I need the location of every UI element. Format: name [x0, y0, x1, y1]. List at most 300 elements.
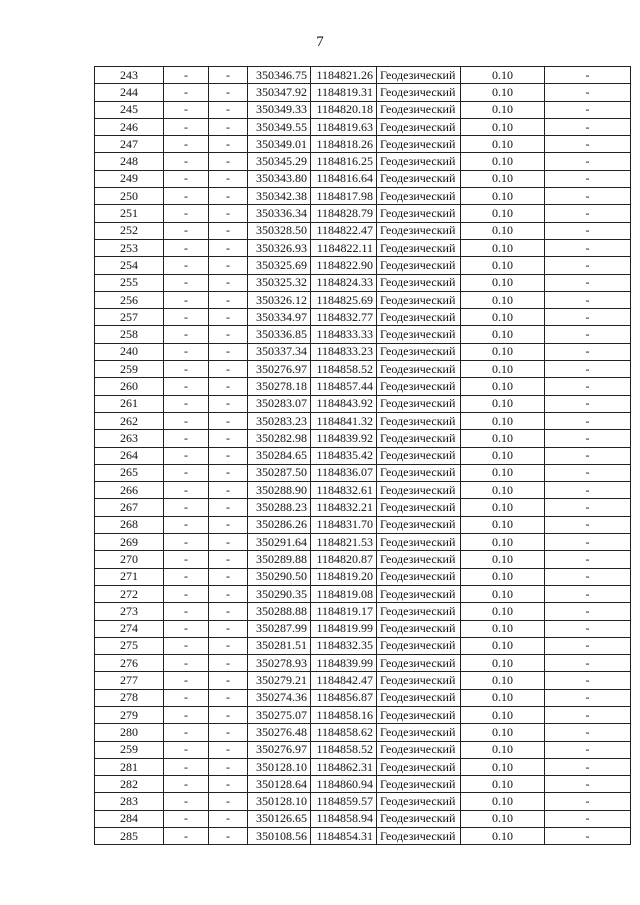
empty-x-cell: -: [164, 655, 209, 672]
table-row: [95, 810, 631, 827]
y-coordinate-cell: 1184854.31: [311, 828, 377, 845]
empty-y-cell: -: [209, 84, 248, 101]
y-coordinate-cell: 1184822.90: [311, 257, 377, 274]
empty-y-cell: -: [209, 741, 248, 758]
point-number-cell: 266: [95, 482, 164, 499]
method-cell: Геодезический: [377, 101, 461, 118]
empty-y-cell: -: [209, 447, 248, 464]
point-number-cell: 283: [95, 793, 164, 810]
point-number-cell: 240: [95, 343, 164, 360]
y-coordinate-cell: 1184821.53: [311, 534, 377, 551]
empty-y-cell: -: [209, 568, 248, 585]
accuracy-cell: 0.10: [461, 395, 545, 412]
empty-x-cell: -: [164, 568, 209, 585]
description-cell: -: [545, 205, 631, 222]
method-cell: Геодезический: [377, 603, 461, 620]
empty-x-cell: -: [164, 706, 209, 723]
accuracy-cell: 0.10: [461, 534, 545, 551]
accuracy-cell: 0.10: [461, 447, 545, 464]
accuracy-cell: 0.10: [461, 205, 545, 222]
empty-y-cell: -: [209, 793, 248, 810]
empty-y-cell: -: [209, 482, 248, 499]
method-cell: Геодезический: [377, 551, 461, 568]
empty-x-cell: -: [164, 793, 209, 810]
table-row: [95, 205, 631, 222]
empty-x-cell: -: [164, 222, 209, 239]
empty-y-cell: -: [209, 274, 248, 291]
description-cell: -: [545, 482, 631, 499]
method-cell: Геодезический: [377, 136, 461, 153]
table-row: [95, 343, 631, 360]
y-coordinate-cell: 1184836.07: [311, 464, 377, 481]
method-cell: Геодезический: [377, 343, 461, 360]
y-coordinate-cell: 1184819.17: [311, 603, 377, 620]
empty-y-cell: -: [209, 776, 248, 793]
y-coordinate-cell: 1184832.77: [311, 309, 377, 326]
accuracy-cell: 0.10: [461, 793, 545, 810]
point-number-cell: 279: [95, 706, 164, 723]
accuracy-cell: 0.10: [461, 585, 545, 602]
empty-x-cell: -: [164, 136, 209, 153]
empty-x-cell: -: [164, 361, 209, 378]
x-coordinate-cell: 350291.64: [248, 534, 311, 551]
accuracy-cell: 0.10: [461, 464, 545, 481]
y-coordinate-cell: 1184832.21: [311, 499, 377, 516]
y-coordinate-cell: 1184831.70: [311, 516, 377, 533]
y-coordinate-cell: 1184816.64: [311, 170, 377, 187]
description-cell: -: [545, 326, 631, 343]
table-row: [95, 706, 631, 723]
table-row: [95, 412, 631, 429]
empty-x-cell: -: [164, 378, 209, 395]
description-cell: -: [545, 118, 631, 135]
x-coordinate-cell: 350279.21: [248, 672, 311, 689]
x-coordinate-cell: 350276.97: [248, 361, 311, 378]
accuracy-cell: 0.10: [461, 655, 545, 672]
empty-x-cell: -: [164, 67, 209, 84]
y-coordinate-cell: 1184858.62: [311, 724, 377, 741]
method-cell: Геодезический: [377, 706, 461, 723]
empty-x-cell: -: [164, 482, 209, 499]
table-row: [95, 724, 631, 741]
x-coordinate-cell: 350128.10: [248, 758, 311, 775]
method-cell: Геодезический: [377, 534, 461, 551]
method-cell: Геодезический: [377, 309, 461, 326]
x-coordinate-cell: 350290.50: [248, 568, 311, 585]
empty-y-cell: -: [209, 516, 248, 533]
table-row: [95, 568, 631, 585]
description-cell: -: [545, 222, 631, 239]
y-coordinate-cell: 1184858.94: [311, 810, 377, 827]
y-coordinate-cell: 1184858.16: [311, 706, 377, 723]
point-number-cell: 273: [95, 603, 164, 620]
point-number-cell: 254: [95, 257, 164, 274]
point-number-cell: 272: [95, 585, 164, 602]
method-cell: Геодезический: [377, 430, 461, 447]
point-number-cell: 259: [95, 361, 164, 378]
point-number-cell: 262: [95, 412, 164, 429]
point-number-cell: 278: [95, 689, 164, 706]
point-number-cell: 267: [95, 499, 164, 516]
y-coordinate-cell: 1184839.92: [311, 430, 377, 447]
empty-y-cell: -: [209, 637, 248, 654]
description-cell: -: [545, 810, 631, 827]
y-coordinate-cell: 1184817.98: [311, 188, 377, 205]
empty-y-cell: -: [209, 101, 248, 118]
y-coordinate-cell: 1184819.31: [311, 84, 377, 101]
description-cell: -: [545, 361, 631, 378]
table-row: [95, 482, 631, 499]
point-number-cell: 282: [95, 776, 164, 793]
empty-x-cell: -: [164, 828, 209, 845]
empty-x-cell: -: [164, 188, 209, 205]
x-coordinate-cell: 350343.80: [248, 170, 311, 187]
description-cell: -: [545, 136, 631, 153]
empty-x-cell: -: [164, 672, 209, 689]
method-cell: Геодезический: [377, 568, 461, 585]
x-coordinate-cell: 350278.18: [248, 378, 311, 395]
accuracy-cell: 0.10: [461, 758, 545, 775]
description-cell: -: [545, 793, 631, 810]
table-row: [95, 534, 631, 551]
empty-x-cell: -: [164, 499, 209, 516]
table-row: [95, 84, 631, 101]
y-coordinate-cell: 1184820.87: [311, 551, 377, 568]
table-row: [95, 689, 631, 706]
method-cell: Геодезический: [377, 689, 461, 706]
x-coordinate-cell: 350287.50: [248, 464, 311, 481]
y-coordinate-cell: 1184824.33: [311, 274, 377, 291]
point-number-cell: 246: [95, 118, 164, 135]
page-number: 7: [316, 34, 324, 50]
empty-x-cell: -: [164, 343, 209, 360]
accuracy-cell: 0.10: [461, 568, 545, 585]
description-cell: -: [545, 551, 631, 568]
table-row: [95, 136, 631, 153]
coordinates-table: [94, 66, 631, 845]
accuracy-cell: 0.10: [461, 170, 545, 187]
table-row: [95, 188, 631, 205]
description-cell: -: [545, 170, 631, 187]
accuracy-cell: 0.10: [461, 274, 545, 291]
accuracy-cell: 0.10: [461, 672, 545, 689]
empty-y-cell: -: [209, 170, 248, 187]
table-row: [95, 620, 631, 637]
point-number-cell: 259: [95, 741, 164, 758]
method-cell: Геодезический: [377, 170, 461, 187]
method-cell: Геодезический: [377, 810, 461, 827]
accuracy-cell: 0.10: [461, 776, 545, 793]
x-coordinate-cell: 350278.93: [248, 655, 311, 672]
empty-y-cell: -: [209, 118, 248, 135]
table-row: [95, 326, 631, 343]
description-cell: -: [545, 291, 631, 308]
accuracy-cell: 0.10: [461, 412, 545, 429]
accuracy-cell: 0.10: [461, 741, 545, 758]
description-cell: -: [545, 412, 631, 429]
method-cell: Геодезический: [377, 585, 461, 602]
table-row: [95, 551, 631, 568]
table-row: [95, 776, 631, 793]
method-cell: Геодезический: [377, 741, 461, 758]
empty-x-cell: -: [164, 516, 209, 533]
table-row: [95, 170, 631, 187]
method-cell: Геодезический: [377, 188, 461, 205]
description-cell: -: [545, 274, 631, 291]
x-coordinate-cell: 350283.07: [248, 395, 311, 412]
accuracy-cell: 0.10: [461, 101, 545, 118]
table-row: [95, 499, 631, 516]
point-number-cell: 247: [95, 136, 164, 153]
empty-y-cell: -: [209, 689, 248, 706]
method-cell: Геодезический: [377, 758, 461, 775]
y-coordinate-cell: 1184857.44: [311, 378, 377, 395]
description-cell: -: [545, 464, 631, 481]
y-coordinate-cell: 1184858.52: [311, 741, 377, 758]
x-coordinate-cell: 350336.85: [248, 326, 311, 343]
x-coordinate-cell: 350286.26: [248, 516, 311, 533]
accuracy-cell: 0.10: [461, 361, 545, 378]
empty-y-cell: -: [209, 343, 248, 360]
method-cell: Геодезический: [377, 499, 461, 516]
table-row: [95, 395, 631, 412]
y-coordinate-cell: 1184835.42: [311, 447, 377, 464]
accuracy-cell: 0.10: [461, 378, 545, 395]
accuracy-cell: 0.10: [461, 257, 545, 274]
table-row: [95, 637, 631, 654]
method-cell: Геодезический: [377, 620, 461, 637]
y-coordinate-cell: 1184833.23: [311, 343, 377, 360]
description-cell: -: [545, 188, 631, 205]
x-coordinate-cell: 350288.88: [248, 603, 311, 620]
empty-y-cell: -: [209, 395, 248, 412]
empty-x-cell: -: [164, 326, 209, 343]
empty-x-cell: -: [164, 447, 209, 464]
empty-x-cell: -: [164, 689, 209, 706]
empty-y-cell: -: [209, 257, 248, 274]
table-row: [95, 153, 631, 170]
point-number-cell: 270: [95, 551, 164, 568]
description-cell: -: [545, 239, 631, 256]
x-coordinate-cell: 350342.38: [248, 188, 311, 205]
point-number-cell: 257: [95, 309, 164, 326]
point-number-cell: 251: [95, 205, 164, 222]
description-cell: -: [545, 758, 631, 775]
x-coordinate-cell: 350346.75: [248, 67, 311, 84]
y-coordinate-cell: 1184820.18: [311, 101, 377, 118]
point-number-cell: 285: [95, 828, 164, 845]
description-cell: -: [545, 516, 631, 533]
x-coordinate-cell: 350276.97: [248, 741, 311, 758]
empty-y-cell: -: [209, 603, 248, 620]
accuracy-cell: 0.10: [461, 153, 545, 170]
accuracy-cell: 0.10: [461, 118, 545, 135]
accuracy-cell: 0.10: [461, 516, 545, 533]
method-cell: Геодезический: [377, 395, 461, 412]
empty-x-cell: -: [164, 758, 209, 775]
empty-x-cell: -: [164, 464, 209, 481]
x-coordinate-cell: 350289.88: [248, 551, 311, 568]
empty-x-cell: -: [164, 309, 209, 326]
description-cell: -: [545, 672, 631, 689]
y-coordinate-cell: 1184862.31: [311, 758, 377, 775]
accuracy-cell: 0.10: [461, 188, 545, 205]
y-coordinate-cell: 1184818.26: [311, 136, 377, 153]
x-coordinate-cell: 350349.55: [248, 118, 311, 135]
x-coordinate-cell: 350283.23: [248, 412, 311, 429]
table-row: [95, 828, 631, 845]
point-number-cell: 248: [95, 153, 164, 170]
y-coordinate-cell: 1184819.99: [311, 620, 377, 637]
empty-y-cell: -: [209, 153, 248, 170]
table-row: [95, 67, 631, 84]
x-coordinate-cell: 350288.90: [248, 482, 311, 499]
description-cell: -: [545, 101, 631, 118]
empty-y-cell: -: [209, 378, 248, 395]
x-coordinate-cell: 350108.56: [248, 828, 311, 845]
x-coordinate-cell: 350325.32: [248, 274, 311, 291]
empty-y-cell: -: [209, 828, 248, 845]
empty-y-cell: -: [209, 188, 248, 205]
x-coordinate-cell: 350345.29: [248, 153, 311, 170]
description-cell: -: [545, 84, 631, 101]
description-cell: -: [545, 620, 631, 637]
point-number-cell: 260: [95, 378, 164, 395]
empty-x-cell: -: [164, 153, 209, 170]
x-coordinate-cell: 350347.92: [248, 84, 311, 101]
point-number-cell: 263: [95, 430, 164, 447]
table-row: [95, 793, 631, 810]
point-number-cell: 276: [95, 655, 164, 672]
y-coordinate-cell: 1184816.25: [311, 153, 377, 170]
method-cell: Геодезический: [377, 776, 461, 793]
point-number-cell: 261: [95, 395, 164, 412]
method-cell: Геодезический: [377, 239, 461, 256]
point-number-cell: 255: [95, 274, 164, 291]
empty-x-cell: -: [164, 395, 209, 412]
point-number-cell: 265: [95, 464, 164, 481]
empty-x-cell: -: [164, 810, 209, 827]
x-coordinate-cell: 350325.69: [248, 257, 311, 274]
description-cell: -: [545, 378, 631, 395]
x-coordinate-cell: 350326.93: [248, 239, 311, 256]
accuracy-cell: 0.10: [461, 136, 545, 153]
accuracy-cell: 0.10: [461, 239, 545, 256]
table-row: [95, 447, 631, 464]
point-number-cell: 243: [95, 67, 164, 84]
accuracy-cell: 0.10: [461, 551, 545, 568]
empty-y-cell: -: [209, 724, 248, 741]
table-row: [95, 118, 631, 135]
description-cell: -: [545, 637, 631, 654]
empty-x-cell: -: [164, 620, 209, 637]
empty-x-cell: -: [164, 551, 209, 568]
y-coordinate-cell: 1184822.47: [311, 222, 377, 239]
empty-y-cell: -: [209, 430, 248, 447]
point-number-cell: 264: [95, 447, 164, 464]
empty-y-cell: -: [209, 706, 248, 723]
empty-x-cell: -: [164, 637, 209, 654]
x-coordinate-cell: 350287.99: [248, 620, 311, 637]
empty-x-cell: -: [164, 585, 209, 602]
empty-y-cell: -: [209, 222, 248, 239]
empty-y-cell: -: [209, 758, 248, 775]
point-number-cell: 274: [95, 620, 164, 637]
empty-y-cell: -: [209, 672, 248, 689]
y-coordinate-cell: 1184842.47: [311, 672, 377, 689]
method-cell: Геодезический: [377, 447, 461, 464]
point-number-cell: 280: [95, 724, 164, 741]
method-cell: Геодезический: [377, 361, 461, 378]
accuracy-cell: 0.10: [461, 603, 545, 620]
x-coordinate-cell: 350284.65: [248, 447, 311, 464]
method-cell: Геодезический: [377, 222, 461, 239]
x-coordinate-cell: 350276.48: [248, 724, 311, 741]
table-row: [95, 741, 631, 758]
empty-y-cell: -: [209, 499, 248, 516]
description-cell: -: [545, 343, 631, 360]
table-row: [95, 516, 631, 533]
table-row: [95, 291, 631, 308]
description-cell: -: [545, 585, 631, 602]
method-cell: Геодезический: [377, 67, 461, 84]
table-body: [95, 67, 631, 845]
method-cell: Геодезический: [377, 724, 461, 741]
x-coordinate-cell: 350326.12: [248, 291, 311, 308]
accuracy-cell: 0.10: [461, 620, 545, 637]
table-row: [95, 101, 631, 118]
method-cell: Геодезический: [377, 464, 461, 481]
point-number-cell: 253: [95, 239, 164, 256]
empty-x-cell: -: [164, 412, 209, 429]
x-coordinate-cell: 350274.36: [248, 689, 311, 706]
table-row: [95, 585, 631, 602]
description-cell: -: [545, 724, 631, 741]
y-coordinate-cell: 1184859.57: [311, 793, 377, 810]
description-cell: -: [545, 534, 631, 551]
empty-y-cell: -: [209, 412, 248, 429]
description-cell: -: [545, 706, 631, 723]
point-number-cell: 245: [95, 101, 164, 118]
y-coordinate-cell: 1184839.99: [311, 655, 377, 672]
method-cell: Геодезический: [377, 828, 461, 845]
empty-x-cell: -: [164, 205, 209, 222]
accuracy-cell: 0.10: [461, 326, 545, 343]
x-coordinate-cell: 350334.97: [248, 309, 311, 326]
empty-y-cell: -: [209, 67, 248, 84]
x-coordinate-cell: 350349.01: [248, 136, 311, 153]
table-row: [95, 274, 631, 291]
method-cell: Геодезический: [377, 274, 461, 291]
y-coordinate-cell: 1184821.26: [311, 67, 377, 84]
point-number-cell: 271: [95, 568, 164, 585]
x-coordinate-cell: 350282.98: [248, 430, 311, 447]
y-coordinate-cell: 1184822.11: [311, 239, 377, 256]
accuracy-cell: 0.10: [461, 84, 545, 101]
empty-y-cell: -: [209, 291, 248, 308]
description-cell: -: [545, 689, 631, 706]
empty-x-cell: -: [164, 118, 209, 135]
empty-x-cell: -: [164, 291, 209, 308]
y-coordinate-cell: 1184860.94: [311, 776, 377, 793]
accuracy-cell: 0.10: [461, 828, 545, 845]
empty-x-cell: -: [164, 257, 209, 274]
table-row: [95, 361, 631, 378]
x-coordinate-cell: 350349.33: [248, 101, 311, 118]
y-coordinate-cell: 1184858.52: [311, 361, 377, 378]
accuracy-cell: 0.10: [461, 706, 545, 723]
point-number-cell: 256: [95, 291, 164, 308]
